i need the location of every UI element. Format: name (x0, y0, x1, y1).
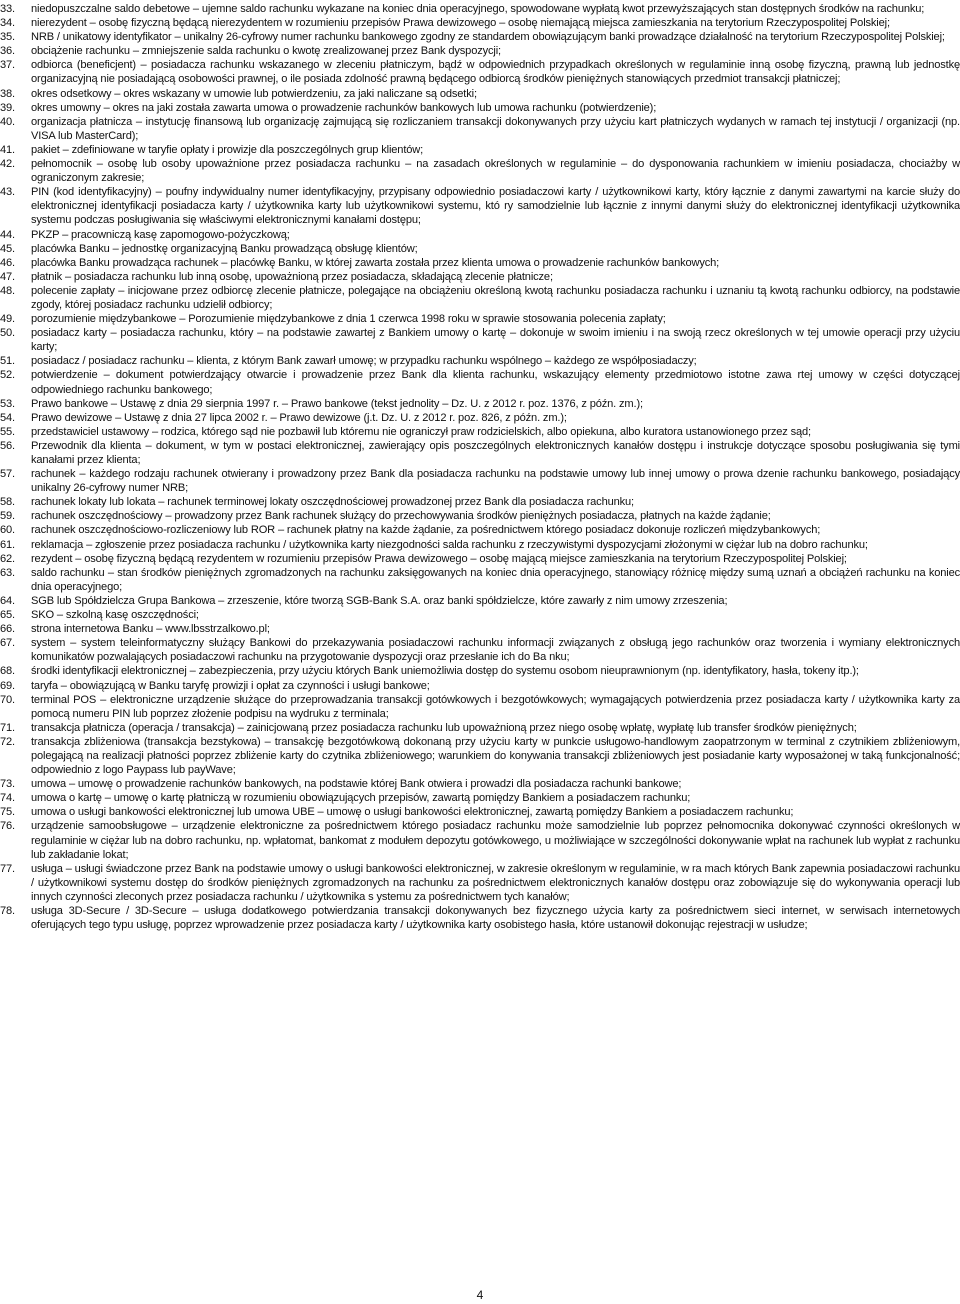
definition-number: 73. (0, 778, 15, 791)
definition-text: obciążenie rachunku – zmniejszenie salda rachunku o kwotę zrealizowanej przez Bank dyspozycji; (31, 45, 501, 58)
definition-item (0, 326, 960, 354)
definition-number: 37. (0, 59, 15, 72)
definition-item (0, 805, 960, 819)
definition-item (0, 242, 960, 256)
definition-item (0, 679, 960, 693)
definition-item (0, 143, 960, 157)
definition-item (0, 693, 960, 721)
definition-item (0, 16, 960, 30)
definition-text: urządzenie samoobsługowe – urządzenie elektroniczne za pośrednictwem którego posiadacz rachunku może samodzielnie lub poprzez pełnomocnika dokonywać czynności określonych w regulaminie w ciężar lub na dobro rachunku, np. wpłatomat, bankomat z modułem depozytu gotówkowego, u możliwiające w szczególności dokonywanie wpłat na rachunek lub wypłat z rachunku lub zakładanie lokat; (31, 820, 960, 861)
definition-number: 64. (0, 594, 15, 607)
definition-item (0, 594, 960, 608)
definition-text: potwierdzenie – dokument potwierdzający otwarcie i prowadzenie przez Bank dla klienta rachunku, wskazujący elementy przedmiotowo istotne zawa rtej umowy w części dotyczącej odpowiedniego rachunku bankowego; (31, 369, 960, 396)
definition-text: usługa – usługi świadczone przez Bank na podstawie umowy o usługi bankowości elektronicznej, w zakresie określonym w regulaminie, w ra mach których Bank zapewnia posiadaczowi rachunku / użytkownikowi systemu dostęp do środków pieniężnych zgromadzonych na rachunku za pośrednictwem elektronicznych kanałów dostępu oraz zobowiązuje się do wykonywania operacji lub innych czynności zleconych przez posiadacza rachunku / użytkownika s ystemu za pośrednictwem tych kanałów; (31, 862, 960, 903)
definition-item (0, 425, 960, 439)
definition-item (0, 735, 960, 777)
definition-text: NRB / unikatowy identyfikator – unikalny 26-cyfrowy numer rachunku bankowego zgodny ze standardem obowiązującym banki prowadzące działalność na terytorium Rzeczypospolitej Polskiej; (31, 31, 945, 44)
definition-text: posiadacz / posiadacz rachunku – klienta, z którym Bank zawarł umowę; w przypadku rachunku wspólnego – każdego ze współposiadaczy; (31, 355, 697, 368)
definition-number: 71. (0, 721, 15, 734)
definition-text: pakiet – zdefiniowane w taryfie opłaty i prowizje dla poszczególnych grup klientów; (31, 143, 424, 156)
definition-text: okres umowny – okres na jaki została zawarta umowa o prowadzenie rachunków bankowych lub umowa rachunku (potwierdzenie); (31, 101, 657, 114)
definition-number: 33. (0, 3, 15, 15)
definition-number: 63. (0, 566, 15, 579)
definition-item (0, 566, 960, 594)
definition-number: 41. (0, 143, 15, 156)
definition-item (0, 509, 960, 523)
definition-number: 48. (0, 284, 15, 297)
definition-number: 62. (0, 552, 15, 565)
definition-text: płatnik – posiadacza rachunku lub inną osobę, upoważnioną przez posiadacza, składającą zlecenie płatnicze; (31, 270, 553, 283)
definition-number: 61. (0, 538, 15, 551)
definition-item (0, 608, 960, 622)
definition-text: umowa o usługi bankowości elektronicznej lub umowa UBE – umowę o usługi bankowości elektronicznej, zawartą pomiędzy Bankiem a posiadaczem rachunku; (31, 806, 794, 819)
definition-item (0, 791, 960, 805)
definition-item (0, 904, 960, 932)
definition-text: przedstawiciel ustawowy – rodzica, którego sąd nie pozbawił lub któremu nie ograniczył praw rodzicielskich, albo opiekuna, albo kuratora ustanowionego przez sąd; (31, 425, 811, 438)
definition-item (0, 664, 960, 678)
definition-number: 52. (0, 369, 15, 382)
definition-number: 76. (0, 820, 15, 833)
definition-number: 59. (0, 510, 15, 523)
definition-text: posiadacz karty – posiadacza rachunku, który – na podstawie zawartej z Bankiem umowy o kartę – dokonuje w swoim imieniu i na swoją rzecz określonych w tej umowie operacji przy użyciu karty; (31, 327, 960, 354)
definition-item (0, 622, 960, 636)
definition-item (0, 157, 960, 185)
definition-text: placówka Banku prowadząca rachunek – placówkę Banku, w której zawarta została przez klienta umowa o prowadzenie rachunków bankowych; (31, 256, 720, 269)
definition-item (0, 538, 960, 552)
definition-item (0, 228, 960, 242)
definition-text: pełnomocnik – osobę lub osoby upoważnione przez posiadacza rachunku – na zasadach określonych w regulaminie – do dysponowania rachunkiem w imieniu posiadacza, chociażby w ograniczonym zakresie; (31, 158, 960, 185)
definition-number: 49. (0, 313, 15, 326)
definition-number: 68. (0, 665, 15, 678)
definition-number: 50. (0, 327, 15, 340)
definition-item (0, 819, 960, 861)
definition-text: SGB lub Spółdzielcza Grupa Bankowa – zrzeszenie, które tworzą SGB-Bank S.A. oraz banki spółdzielcze, które zawarły z nim umowy zrzeszenia; (31, 594, 728, 607)
definition-item (0, 312, 960, 326)
definition-text: rachunek lokaty lub lokata – rachunek terminowej lokaty oszczędnościowej prowadzonej przez Bank dla posiadacza rachunku; (31, 496, 634, 509)
definition-item (0, 284, 960, 312)
definition-number: 70. (0, 693, 15, 706)
definition-text: reklamacja – zgłoszenie przez posiadacza rachunku / użytkownika karty niezgodności salda rachunku z rzeczywistymi dyspozycjami złożonymi w ciężar lub na dobro rachunku; (31, 538, 868, 551)
definition-text: umowa o kartę – umowę o kartę płatniczą w rozumieniu obowiązujących przepisów, zawartą pomiędzy Bankiem a posiadaczem rachunku; (31, 792, 691, 805)
definition-text: polecenie zapłaty – inicjowane przez odbiorcę zlecenie płatnicze, polegające na obciążeniu określoną kwotą rachunku posiadacza rachunku i uznaniu tą kwotą rachunku odbiorcy, na podstawie zgody, której posiadacz rachunku udzielił odbiorcy; (31, 284, 960, 311)
definition-item (0, 368, 960, 396)
definition-item (0, 636, 960, 664)
definition-item (0, 58, 960, 86)
definition-text: porozumienie międzybankowe – Porozumienie międzybankowe z dnia 1 czerwca 1998 roku w sprawie stosowania polecenia zapłaty; (31, 313, 666, 326)
definition-item (0, 185, 960, 227)
definition-item (0, 397, 960, 411)
definition-text: PKZP – pracowniczą kasę zapomogowo-pożyczkową; (31, 228, 290, 241)
definition-item (0, 44, 960, 58)
definition-text: PIN (kod identyfikacyjny) – poufny indywidualny numer identyfikacyjny, przypisany odpowiednio posiadaczowi karty / użytkownikowi karty, który łącznie z danymi zawartymi na karcie służy do elektronicznej identyfikacji posiadacza karty / użytkownika karty lub użytkownikowi systemu, któ ry samodzielnie lub łącznie z innymi danymi służy do elektronicznej identyfikacji użytkownika systemu podczas posługiwania się właściwymi elektronicznymi kanałami dostępu; (31, 186, 960, 227)
definition-number: 65. (0, 609, 15, 622)
definition-text: organizacja płatnicza – instytucję finansową lub organizację zajmującą się rozliczaniem transakcji dokonywanych przy użyciu kart płatniczych wydanych w ramach tej instytucji / organizacji (np. VISA lub MasterCard); (31, 115, 960, 142)
definition-text: nierezydent – osobę fizyczną będącą nierezydentem w rozumieniu przepisów Prawa dewizowego – osobę niemającą miejsca zamieszkania na terytorium Rzeczypospolitej Polskiej; (31, 17, 890, 30)
definition-item (0, 2, 960, 16)
definition-number: 45. (0, 242, 15, 255)
definition-text: usługa 3D-Secure / 3D-Secure – usługa dodatkowego potwierdzania transakcji dokonywanych bez fizycznego użycia karty za pośrednictwem sieci internet, w serwisach internetowych oferujących tego typu usługę, poprzez wprowadzenie przez posiadacza karty / użytkownika karty osobistego hasła, które ustanowił dokonując rejestracji w usłudze; (31, 905, 960, 932)
definition-item (0, 256, 960, 270)
definition-text: terminal POS – elektroniczne urządzenie służące do przeprowadzania transakcji gotówkowych i bezgotówkowych; wymagających potwierdzenia przez posiadacza karty / użytkownika karty za pomocą numeru PIN lub poprzez złożenie podpisu na wydruku z terminala; (31, 693, 960, 720)
definition-item (0, 411, 960, 425)
definition-number: 53. (0, 397, 15, 410)
definition-number: 40. (0, 115, 15, 128)
page-number: 4 (476, 1288, 484, 1302)
definition-text: środki identyfikacji elektronicznej – zabezpieczenia, przy użyciu których Bank uniemożliwia dostęp do systemu osobom nieuprawnionym (np. identyfikatory, hasła, tokeny itp.); (31, 665, 859, 678)
definition-number: 69. (0, 679, 15, 692)
definition-number: 60. (0, 524, 15, 537)
definition-text: umowa – umowę o prowadzenie rachunków bankowych, na podstawie której Bank otwiera i prowadzi dla posiadacza rachunki bankowe; (31, 778, 682, 791)
definition-number: 34. (0, 17, 15, 30)
definition-item (0, 354, 960, 368)
definition-number: 36. (0, 45, 15, 58)
definition-text: odbiorca (beneficjent) – posiadacza rachunku wskazanego w zleceniu płatniczym, bądź w odpowiednich przypadkach określonych w regulaminie inną osobę fizyczną, prawną lub jednostkę organizacyjną nie posiadającą osobowości prawnej, o ile posiada zdolność prawną będącego odbiorcą środków pieniężnych stanowiących przedmiot transakcji płatniczej; (31, 59, 960, 86)
definition-number: 38. (0, 87, 15, 100)
definitions-list (0, 2, 960, 932)
definition-text: system – system teleinformatyczny służący Bankowi do przekazywania posiadaczowi rachunku informacji związanych z obsługą jego rachunków oraz tworzenia i wymiany elektronicznych komunikatów pozwalających posiadaczowi rachunku na przygotowanie dyspozycji oraz przesłanie ich do Ba nku; (31, 637, 960, 664)
definition-number: 78. (0, 905, 15, 917)
definition-item (0, 523, 960, 537)
definition-number: 74. (0, 792, 15, 805)
definition-number: 43. (0, 186, 15, 199)
definition-number: 72. (0, 735, 15, 748)
definition-number: 67. (0, 637, 15, 650)
definition-item (0, 439, 960, 467)
definition-text: rezydent – osobę fizyczną będącą rezydentem w rozumieniu przepisów Prawa dewizowego – osobę mającą miejsce zamieszkania na terytorium Rzeczypospolitej Polskiej; (31, 552, 847, 565)
definition-text: taryfa – obowiązującą w Banku taryfę prowizji i opłat za czynności i usługi bankowe; (31, 679, 430, 692)
definition-item (0, 101, 960, 115)
definition-text: Prawo bankowe – Ustawę z dnia 29 sierpnia 1997 r. – Prawo bankowe (tekst jednolity – Dz. U. z 2012 r. poz. 1376, z późn. zm.); (31, 397, 643, 410)
definition-number: 44. (0, 228, 15, 241)
definition-item (0, 30, 960, 44)
definition-number: 46. (0, 256, 15, 269)
definition-number: 57. (0, 468, 15, 481)
definition-item (0, 87, 960, 101)
definition-item (0, 777, 960, 791)
definition-text: SKO – szkolną kasę oszczędności; (31, 609, 199, 622)
definition-item (0, 467, 960, 495)
definition-text: rachunek oszczędnościowo-rozliczeniowy lub ROR – rachunek płatny na każde żądanie, za pośrednictwem którego posiadacz dokonuje rozliczeń międzybankowych; (31, 524, 821, 537)
definition-number: 35. (0, 31, 15, 44)
definition-number: 51. (0, 355, 15, 368)
definition-text: strona internetowa Banku – www.lbsstrzalkowo.pl; (31, 623, 270, 636)
definition-number: 58. (0, 496, 15, 509)
definition-text: placówka Banku – jednostkę organizacyjną Banku prowadzącą obsługę klientów; (31, 242, 418, 255)
definition-text: Prawo dewizowe – Ustawę z dnia 27 lipca 2002 r. – Prawo dewizowe (j.t. Dz. U. z 2012 r. poz. 826, z późn. zm.); (31, 411, 567, 424)
definition-number: 55. (0, 425, 15, 438)
definition-number: 47. (0, 270, 15, 283)
definition-number: 56. (0, 439, 15, 452)
definition-number: 66. (0, 623, 15, 636)
definition-text: transakcja zbliżeniowa (transakcja bezstykowa) – transakcję bezgotówkową dokonaną przy użyciu karty w punkcie usługowo-handlowym zaopatrzonym w terminal z czytnikiem zbliżeniowym, polegającą na realizacji płatności poprzez zbliżenie karty do czytnika zbliżeniowego; warunkiem do konywania transakcji zbliżeniowych jest posiadanie karty wyposażonej w taką funkcjonalność; odpowiednio z logo Paypass lub payWave; (31, 735, 960, 777)
definition-number: 42. (0, 158, 15, 171)
definition-text: rachunek – każdego rodzaju rachunek otwierany i prowadzony przez Bank dla posiadacza rachunku na podstawie umowy lub innej umowy o prowa dzenie rachunku bankowego, posiadający unikalny 26-cyfrowy numer NRB; (31, 468, 960, 495)
definition-text: rachunek oszczędnościowy – prowadzony przez Bank rachunek służący do przechowywania środków pieniężnych posiadacza, płatnych na każde żądanie; (31, 510, 771, 523)
definition-item (0, 862, 960, 904)
definition-number: 39. (0, 101, 15, 114)
definition-number: 77. (0, 862, 15, 875)
definition-item (0, 115, 960, 143)
definition-item (0, 552, 960, 566)
definition-text: Przewodnik dla klienta – dokument, w tym w postaci elektronicznej, zawierający opis poszczególnych elektronicznych kanałów dostępu i instrukcje dotyczące sposobu posługiwania się tymi kanałami przez klienta; (31, 439, 960, 466)
definition-item (0, 721, 960, 735)
definition-item (0, 270, 960, 284)
definition-text: okres odsetkowy – okres wskazany w umowie lub potwierdzeniu, za jaki naliczane są odsetki; (31, 87, 477, 100)
definition-item (0, 495, 960, 509)
definition-text: transakcja płatnicza (operacja / transakcja) – zainicjowaną przez posiadacza rachunku lub upoważnioną przez niego osobę wpłatę, wypłatę lub transfer środków pieniężnych; (31, 721, 857, 734)
definition-text: niedopuszczalne saldo debetowe – ujemne saldo rachunku wykazane na koniec dnia operacyjnego, spowodowane wypłatą kwot przewyższających stan dostępnych środków na rachunku; (31, 3, 925, 15)
definition-text: saldo rachunku – stan środków pieniężnych zgromadzonych na rachunku zaksięgowanych na koniec dnia operacyjnego, stanowiący różnicę między sumą uznań a obciążeń rachunku na koniec dnia operacyjnego; (31, 566, 960, 593)
definition-number: 75. (0, 806, 15, 819)
definition-number: 54. (0, 411, 15, 424)
